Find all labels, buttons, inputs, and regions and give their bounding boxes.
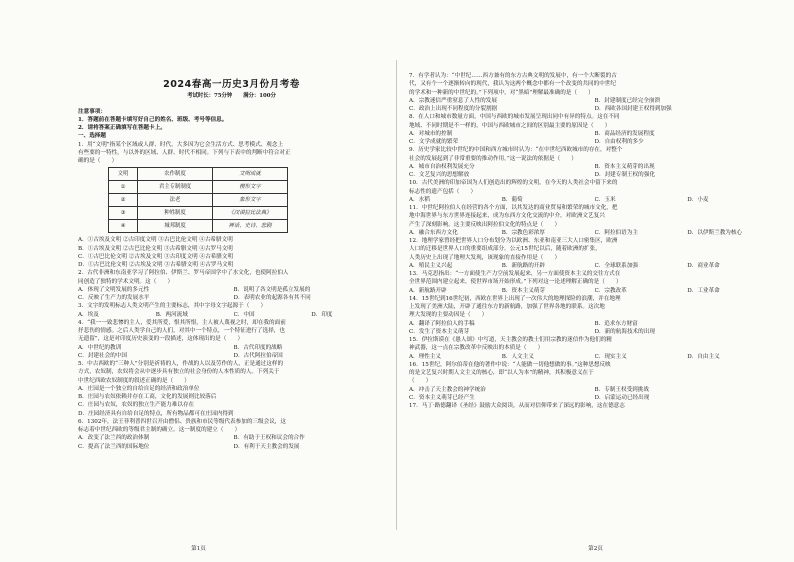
question-15: [409, 336, 776, 361]
question-text: 的是文艺复兴时期人文主义的核心，即“以人为本”的精神，其积极意义在于: [409, 370, 594, 376]
answer-option: A．水稻: [409, 196, 430, 203]
table-cell: 象形文字: [213, 194, 288, 207]
answer-option: B．葡萄: [501, 196, 523, 203]
table-row: [109, 194, 288, 207]
answer-option: C．①古巴比伦文明 ②古埃及文明 ③古印度文明 ④古希腊文明: [78, 253, 234, 260]
question-text: 14．15世纪到16世纪初，西欧在世界上出现了一次伟大的地理探险的浪潮，并在地理: [409, 295, 621, 302]
question-6: [78, 418, 385, 451]
table-cell: ③: [109, 207, 138, 220]
answer-option: B．追求东方财富: [594, 320, 638, 327]
question-text: 全世界范围内建立起来，使世界市场开始形成。”下列对这一论述理解正确的是（ ）: [409, 279, 622, 286]
table-header-cell: 文明: [109, 168, 138, 181]
question-text: 产生了深刻影响。这主要反映出阿拉伯文化的特点是（ ）: [409, 221, 561, 228]
question-text: （ ）: [409, 378, 432, 385]
question-text: 有些要的一特性，与以外的区域、人群、时代不相同。下列与下表中的判断中符合对正: [78, 149, 291, 156]
answer-option: B．人文主义: [501, 353, 534, 360]
answer-options: [78, 286, 385, 303]
answer-option: D．自由权利的多少: [594, 139, 644, 145]
question-10: [409, 179, 776, 204]
answer-option: D．①古巴比伦文明 ②古埃及文明 ③古希腊文明 ④古罗马文明: [78, 262, 234, 268]
answer-option: A．冲击了天主教会的神学统治: [409, 386, 486, 393]
question-9: [409, 146, 776, 179]
table-cell: 《汉谟拉比法典》: [213, 207, 288, 220]
question-2: [78, 269, 385, 302]
question-16: [409, 361, 776, 402]
question-text: 同创造了独特的学术文明。这（ ）: [78, 278, 174, 285]
question-text: 8．在人口和城市数量方面，中国与西欧的城市发展呈现出同中有异的特点。这在不同: [409, 114, 620, 121]
answer-option: D．表明农业的起源各有其不同: [233, 295, 311, 301]
question-text: 抒悲伤的情感。之后人类学自己的人们，对其中一个特点，一个特征进行了选择，也: [78, 328, 285, 334]
question-text: 的学术和一种新的中世纪的。”下列项中，对“黑暗”理解最准确的是（ ）: [409, 89, 594, 96]
table-cell: 法老: [138, 194, 213, 207]
answer-option: C．提高了法兰西的国际地位: [78, 443, 150, 450]
table-cell: 种姓制度: [138, 207, 213, 220]
answer-option: A．体现了文明发展的多元性: [78, 286, 150, 293]
question-text: 1．用“文明”指某个区域或人群、时代，大多因为它会生活方式、思考模式、观念上: [78, 141, 284, 148]
answer-option: D．商业革命: [687, 262, 720, 269]
table-row: [109, 220, 288, 233]
question-text: 中世纪西欧农奴制度的叙述正确的是（ ）: [78, 377, 190, 384]
table-header-row: [109, 168, 288, 181]
answer-options: [409, 196, 776, 204]
answer-options: [409, 229, 776, 237]
answer-option: C．全球联系加强: [594, 262, 638, 269]
question-text: 代，又有个一个逐渐转向的现代，我认为这两个概念中都有一个改变的共同的中世纪: [409, 81, 616, 88]
answer-option: C．阿拉伯语为主: [594, 229, 638, 236]
question-8: [409, 113, 776, 146]
exam-page-2: [397, 0, 794, 562]
answer-option: D．西欧各国封建王权得到加强: [594, 106, 672, 112]
question-text: 上发现了美洲大陆，开辟了通往东方的新航路，加强了世界各地的联系。这次地: [409, 304, 605, 310]
question-text: 无遗留”，这是对印度历史演变的一段描述，这体现出的是（ ）: [78, 336, 244, 343]
answer-options: [409, 386, 776, 403]
note-line: 2．请将答案正确填写在答题卡上。: [78, 125, 166, 131]
table-cell: ②: [109, 194, 138, 207]
question-text: 人口的迁移是世界人口的重要组成部分。公元15世纪以后，随着欧洲的扩张，: [409, 246, 601, 253]
question-text: 11．中世纪阿拉伯人在经营的各个方面，以其发达的商业贸易和繁荣的城市文化，把: [409, 205, 618, 211]
table-cell: 神话、史诗、悲剧: [213, 220, 288, 233]
answer-option: B．资本主义萌芽的出现: [594, 163, 655, 170]
answer-option: A．中世纪的教训: [78, 344, 122, 351]
answer-option: B．宗教色彩浓厚: [501, 229, 546, 236]
question-text: 6．1302年，法王菲利普四世召开由僧侣、贵族和市民等级代表参加的三级会议，这: [78, 418, 286, 425]
answer-option: D．有利于天主教会的发展: [233, 443, 300, 450]
table-row: [109, 207, 288, 220]
question-text: 15．伊拉斯谟在《愚人颂》中写道，天主教会的教士们用宗教的迷信作为他们的精: [409, 337, 612, 343]
answer-option: D．自由主义: [687, 353, 720, 360]
answer-option: A．埃及: [78, 311, 99, 318]
question-7: [409, 72, 776, 113]
table-cell: 楔形文字: [213, 181, 288, 194]
question-17: [409, 402, 776, 410]
question-14: [409, 295, 776, 336]
answer-option: B．封建制度已经完全崩溃: [594, 97, 661, 104]
question-4: [78, 319, 385, 360]
answer-option: B．庄园与农奴依赖并存在工商，文化的发展则比较落后: [78, 394, 217, 400]
question-text: 人类历史上出现了地理大发现，该现象的直接作用是（ ）: [409, 254, 561, 261]
exam-title: 2024春高一历史3月份月考卷: [163, 79, 300, 90]
answer-option: A．改变了法兰西的政治体制: [78, 435, 150, 442]
answer-option: A．①古埃及文明 ②古印度文明 ③古巴比伦文明 ④古希腊文明: [78, 237, 233, 244]
question-text: 4．“我一一致悲惨的主人，爱其所爱，恨其所恨，主人被人蔑视之时，却在我的面前: [78, 319, 286, 326]
question-text: 2．古代非洲和东南亚学习了阿拉伯、伊斯兰、罗马帝国学中了水文化，也使阿拉伯人: [78, 270, 289, 277]
answer-option: C．资本主义萌芽已经产生: [409, 394, 475, 401]
table-header-cell: 文明成就: [213, 168, 288, 181]
answer-options: [409, 287, 776, 295]
section-heading: 一、选择题: [78, 133, 106, 140]
table-cell: ④: [109, 220, 138, 233]
answer-option: A．理性主义: [409, 353, 442, 360]
question-text: 16．15世纪，阿尔伯蒂在他的著作中说：“人能做一切他想做的事。”这种思想反映: [409, 361, 611, 368]
answer-option: A．翻译了阿拉伯人的手稿: [409, 320, 475, 327]
answer-option: D．以伊斯兰教为核心: [687, 229, 743, 236]
answer-option: D．庄园经济具有自给自足的特点，所有物品都可在庄园内得到: [78, 410, 234, 417]
answer-option: C．玉米: [594, 196, 616, 203]
answer-option: C．现实主义: [594, 353, 627, 360]
answer-options: [78, 344, 385, 361]
question-text: 13．马克思指出：“一方面使生产力空前发展起来，另一方面使资本主义的交往方式在: [409, 271, 621, 277]
answer-option: B．商品经济的发展程度: [594, 130, 655, 137]
answer-options: [409, 262, 776, 270]
answer-option: D．古代阿拉伯帝国: [233, 352, 283, 359]
answer-option: B．说明了各文明是孤立发展的: [233, 286, 311, 293]
table-cell: ①: [109, 181, 138, 194]
exam-meta: 考试时长：75分钟 满分：100分: [187, 93, 276, 100]
question-text: 12．地理学家曾经把世界人口分布划分为以欧洲、东亚和南亚三大人口密集区，欧洲: [409, 238, 618, 244]
answer-option: C．文艺复兴的思想解放: [409, 172, 470, 178]
answer-option: B．两河流域: [155, 311, 188, 318]
note-line: 1．答题前在答题卡填写好自己的姓名、班级、考号等信息。: [78, 116, 228, 123]
question-12: [409, 237, 776, 270]
question-3: [78, 302, 385, 319]
question-text: 标志性的遗产包括（ ）: [409, 188, 477, 195]
answer-option: C．封建社会的中国: [78, 352, 128, 359]
answer-option: D．启蒙运动已经出现: [594, 394, 650, 401]
question-text: 10．古代美洲的印加帝国为人们创造出的辉煌的文明，在今天的人类社会中留下来的: [409, 180, 618, 187]
answer-option: C．发生了资本主义萌芽: [409, 328, 470, 335]
question-text: 17．马丁·路德翻译《圣经》鼓励大众阅读，从而对信仰带来了深远的影响，这在德意志: [409, 403, 625, 409]
answer-option: D．工业革命: [687, 287, 720, 294]
answer-option: C．反映了生产力的发展水平: [78, 295, 150, 301]
civilization-table: [108, 167, 288, 233]
question-text: 9．历史学家比较中世纪的中国和西方城市时认为：“在中世纪西欧城市的存在，对整个: [409, 147, 623, 154]
answer-options: [409, 163, 776, 180]
answer-option: A．城市自治权利发展充分: [409, 163, 475, 170]
answer-option: B．有助于王权和议会的合作: [233, 435, 305, 442]
answer-options: [409, 97, 776, 114]
question-text: 理大发现的主要动因是（ ）: [409, 312, 488, 319]
question-13: [409, 270, 776, 295]
notes-heading: 注意事项：: [78, 108, 106, 115]
question-11: [409, 204, 776, 237]
question-text: 标志着中世纪西欧的等级君主制的确立。这一制度的建立（ ）: [78, 427, 241, 433]
answer-option: C．政治上出现不同程度的分裂割据: [409, 106, 498, 112]
answer-option: B．①古埃及文明 ②古巴比伦文明 ③古希腊文明 ④古罗马文明: [78, 245, 233, 252]
table-cell: 君主专制制度: [138, 181, 213, 194]
question-text: 地域、不同时期是不一样的，中国与西欧城市之间的区别最主要的原因是（ ）: [409, 122, 611, 129]
question-text: 社会的发展起到了非常重要的推动作用。”这一说法的依据是（ ）: [409, 155, 577, 162]
answer-option: A．殖民主义兴起: [409, 262, 453, 269]
table-cell: 城邦制度: [138, 220, 213, 233]
answer-option: A．新航路开辟: [409, 287, 447, 294]
answer-option: A．对城市的控制: [409, 130, 453, 137]
answer-option: C．文学成就的繁荣: [409, 139, 459, 145]
answer-options: [409, 130, 776, 147]
question-text: 7．有学者认为：“中世纪……西方兼有的东方古典文明的发展中，有一个大断裂的古: [409, 73, 617, 79]
question-text: 5．中古西欧的“三种人”分别是祈祷的人，作战的人以及劳作的人，正是通过这样的: [78, 361, 284, 367]
question-text: 神武器，这一点在宗教改革中反映出的本质是（ ）: [409, 345, 544, 352]
answer-options: [78, 434, 385, 451]
answer-option: D．印度: [311, 311, 333, 318]
answer-option: A．融合东西方文化: [409, 229, 458, 236]
question-text: 地中海世界与东方世界连接起来，成为东西方文化交流的中介，对欧洲文艺复兴: [409, 213, 605, 220]
answer-option: C．中国: [233, 311, 255, 318]
table-header-cell: 农作制度: [138, 168, 213, 181]
answer-option: A．庄园是一个独立的自给自足的经济和政治单位: [78, 385, 200, 392]
answer-option: A．宗教迷信严重窒息了人性的发展: [409, 97, 497, 104]
answer-option: C．宗教改革: [594, 287, 627, 294]
answer-option: D．新的航海技术的出现: [594, 328, 655, 335]
page-number: 第2页: [588, 545, 603, 552]
question-text: 3．文字的发明标志人类文明产生的主要标志，其中字母文字起源于（ ）: [78, 303, 267, 310]
answer-options: [409, 353, 776, 361]
answer-option: B．资本主义萌芽: [501, 287, 546, 294]
answer-options: [409, 320, 776, 337]
answer-option: B．新航路的开辟: [501, 262, 546, 269]
question-text: 方式，农奴制，农奴将会从中逐步具有独立的社会身份的人本性质的人。下列关于: [78, 369, 280, 376]
question-1: [78, 141, 385, 270]
table-row: [109, 181, 288, 194]
page-number: 第1页: [191, 545, 206, 552]
answer-options: [78, 311, 385, 319]
answer-option: B．古代印度的战略: [233, 344, 283, 351]
answer-option: D．封建专制王权的强化: [594, 172, 655, 178]
question-5: [78, 360, 385, 418]
answer-option: C．庄园与农奴，农奴的独立生产能力难以存在: [78, 402, 195, 409]
answer-option: D．小麦: [687, 196, 709, 203]
answer-option: B．专制王权受到挑战: [594, 386, 649, 393]
question-text: 确的是（ ）: [78, 158, 118, 164]
